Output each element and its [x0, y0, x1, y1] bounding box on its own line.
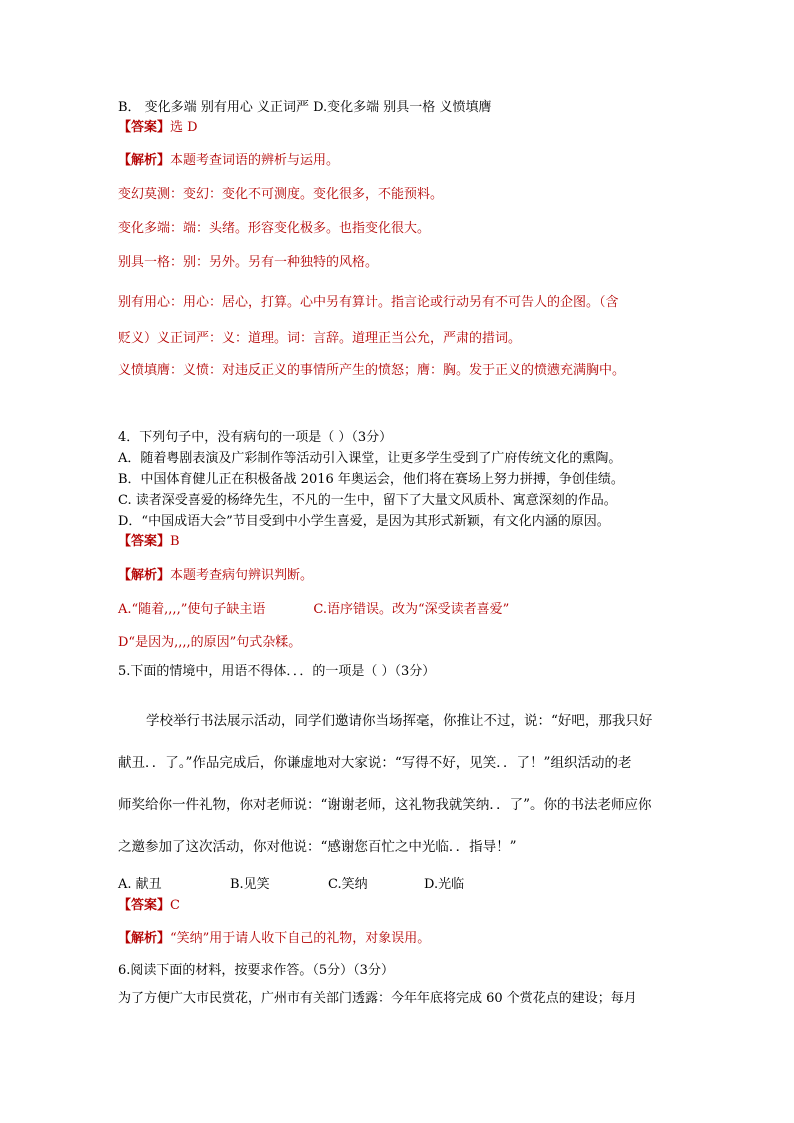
- answer-tag: 【答案】: [118, 898, 171, 913]
- q5-passage-line: 献丑．．了。”作品完成后，你谦虚地对大家说：“写得不好，见笑．．了！”组织活动的老: [118, 755, 632, 771]
- q3-analysis-line: 变幻莫测：变幻：变化不可测度。变化很多，不能预料。: [118, 187, 444, 202]
- analysis-text: 本题考查词语的辨析与运用。: [170, 153, 340, 168]
- answer-text: C: [170, 898, 180, 913]
- q4-option: C. 读者深受喜爱的杨绛先生，不凡的一生中，留下了大量文风质朴、寓意深刻的作品。: [118, 493, 617, 508]
- q3-analysis-line: 义愤填膺：义愤：对违反正义的事情所产生的愤怒；膺：胸。发于正义的愤懑充满胸中。: [118, 363, 626, 378]
- q6-text: 为了方便广大市民赏花，广州市有关部门透露：今年年底将完成 60 个赏花点的建设；每月: [118, 991, 637, 1006]
- q3-analysis-line: 别具一格：别：另外。另有一种独特的风格。: [118, 255, 379, 270]
- q3-analysis: [118, 152, 678, 170]
- q5-option-d: D.光临: [424, 877, 465, 892]
- q5-option-a: A. 献丑: [118, 877, 162, 892]
- q5-passage-line: 师奖给你一件礼物，你对老师说：“谢谢老师，这礼物我就笑纳．．了”。你的书法老师应你: [118, 797, 652, 813]
- q5-stem: 5.下面的情境中，用语不得体．．．的一项是（ ）（3分）: [118, 664, 436, 679]
- answer-tag: 【答案】: [118, 120, 171, 135]
- q6-stem: 6.阅读下面的材料，按要求作答。（5分）（3分）: [118, 963, 394, 978]
- analysis-tag: 【解析】: [118, 568, 171, 583]
- q5-answer: [118, 897, 678, 915]
- q3-analysis-line: 贬义）义正词严：义：道理。词：言辞。道理正当公允，严肃的措词。: [118, 331, 522, 346]
- analysis-text: 本题考查病句辨识判断。: [170, 568, 314, 583]
- q4-option: A．随着粤剧表演及广彩制作等活动引入课堂，让更多学生受到了广府传统文化的熏陶。: [118, 451, 622, 466]
- q5-passage-line: 之邀参加了这次活动，你对他说：“感谢您百忙之中光临．．指导！”: [118, 839, 517, 855]
- answer-text: 选 D: [170, 120, 198, 135]
- q3-analysis-line: 变化多端：端：头绪。形容变化极多。也指变化很大。: [118, 221, 431, 236]
- q4-analysis: [118, 567, 678, 585]
- q4-analysis-line: [118, 601, 678, 619]
- analysis-c: C.语序错误。改为“深受读者喜爱”: [313, 602, 510, 617]
- q5-passage-line: 学校举行书法展示活动，同学们邀请你当场挥毫，你推让不过，说：“好吧，那我只好: [146, 713, 653, 729]
- q3-answer: [118, 119, 678, 137]
- q3-option-line: B． 变化多端 别有用心 义正词严 D.变化多端 别具一格 义愤填膺: [118, 100, 492, 115]
- q4-analysis-line: D“是因为,,,,的原因”句式杂糅。: [118, 635, 302, 650]
- analysis-text: “笑纳”用于请人收下自己的礼物，对象误用。: [170, 931, 431, 946]
- q5-analysis: [118, 930, 678, 948]
- q4-stem: 4．下列句子中，没有病句的一项是（ ）（3分）: [118, 430, 393, 445]
- q5-option-b: B.见笑: [230, 877, 270, 892]
- q4-option: D．“中国成语大会”节目受到中小学生喜爱，是因为其形式新颖，有文化内涵的原因。: [118, 514, 610, 529]
- answer-text: B: [170, 534, 180, 549]
- q5-option-c: C.笑纳: [328, 877, 368, 892]
- analysis-a: A.“随着,,,,”使句子缺主语: [118, 602, 266, 617]
- q5-options: [118, 876, 678, 894]
- q4-answer: [118, 533, 678, 551]
- answer-tag: 【答案】: [118, 534, 171, 549]
- analysis-tag: 【解析】: [118, 931, 171, 946]
- analysis-tag: 【解析】: [118, 153, 171, 168]
- q4-option: B．中国体育健儿正在积极备战 2016 年奥运会，他们将在赛场上努力拼搏，争创佳绩。: [118, 472, 624, 487]
- q3-analysis-line: 别有用心：用心：居心，打算。心中另有算计。指言论或行动另有不可告人的企图。（含: [118, 295, 619, 310]
